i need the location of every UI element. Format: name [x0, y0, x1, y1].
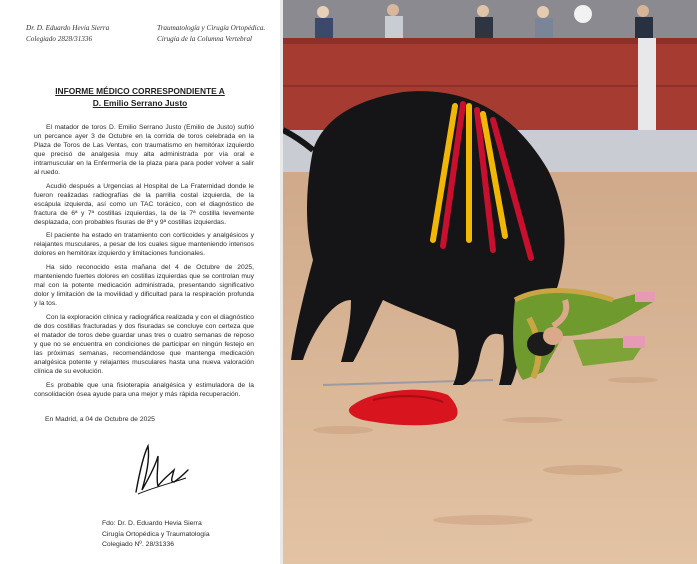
photo-illustration — [283, 0, 697, 564]
report-body — [34, 124, 254, 405]
signer-name: Fdo: Dr. D. Eduardo Hevia Sierra — [102, 520, 202, 527]
medical-report — [0, 0, 280, 564]
doctor-header — [26, 23, 109, 45]
report-paragraph: Ha sido reconocido esta mañana del 4 de Octubre de 2025, manteniendo fuertes dolores en costillas izquierdas que se controlan muy mal con la potente medicación administrada, presentando significativo dolor y limitación de la movilidad y dificultad para la respiración profunda y la tos. — [34, 264, 254, 308]
report-paragraph: Es probable que una fisioterapia analgésica y estimuladora de la consolidación ósea ayude para una mejor y más rápida recuperación. — [34, 381, 254, 398]
signature-block — [102, 519, 210, 551]
patient-name: D. Emilio Serrano Justo — [92, 98, 188, 108]
report-paragraph: Con la exploración clínica y radiográfica realizada y con el diagnóstico de dos costillas fracturadas y dos fisuradas se concluye con certeza que el matador de toros debe guardar unas tres o cuatro semanas de reposo y que no se encuentra en condiciones de participar en ningún festejo en las próximas semanas, recomendándose que mantenga medicación analgésica potente y relajantes musculares hasta una nueva valoración clínica de su evolución. — [34, 314, 254, 375]
report-title: INFORME MÉDICO CORRESPONDIENTE A — [55, 86, 225, 96]
specialty-header — [157, 23, 265, 45]
report-paragraph: Acudió después a Urgencias al Hospital de La Fraternidad donde le fueron realizadas radiografías de la parrilla costal izquierda, de la escápula izquierda, así como un TAC torácico, con el diagnóstico de fractura de 6ª y 7ª costillas izquierdas, la de la 7ª costilla levemente desplazada, con probables fisuras de 8ª y 9ª costillas izquierdas. — [34, 182, 254, 226]
signer-specialty: Cirugía Ortopédica y Traumatología — [102, 530, 210, 538]
report-paragraph: El matador de toros D. Emilio Serrano Justo (Emilio de Justo) sufrió un percance ayer 3 de Octubre en la corrida de toros celebrada en la Plaza de Toros de Las Ventas, con traumatismo en hemitórax izquierdo que precisó de analgesia muy alta administrada por vía oral e intramuscular en la Enfermería de la plaza para para poder volver a salir al ruedo. — [34, 124, 254, 176]
report-date: En Madrid, a 04 de Octubre de 2025 — [45, 416, 155, 423]
bullfight-photo — [283, 0, 697, 564]
doctor-name: Dr. D. Eduardo Hevia Sierra — [26, 24, 110, 32]
signer-license: Colegiado Nº. 28/31336 — [102, 541, 175, 548]
specialty-line: Traumatología y Cirugía Ortopédica. — [157, 24, 266, 32]
specialty-line: Cirugía de la Columna Vertebral — [157, 35, 253, 43]
doctor-license: Colegiado 2828/31336 — [26, 35, 93, 43]
handwritten-signature — [128, 440, 198, 500]
report-paragraph: El paciente ha estado en tratamiento con corticoides y analgésicos y relajantes musculares, a pesar de los cuales sigue manteniendo intensos dolores en hemitórax izquierdo y limitaciones funcionales. — [34, 232, 254, 258]
